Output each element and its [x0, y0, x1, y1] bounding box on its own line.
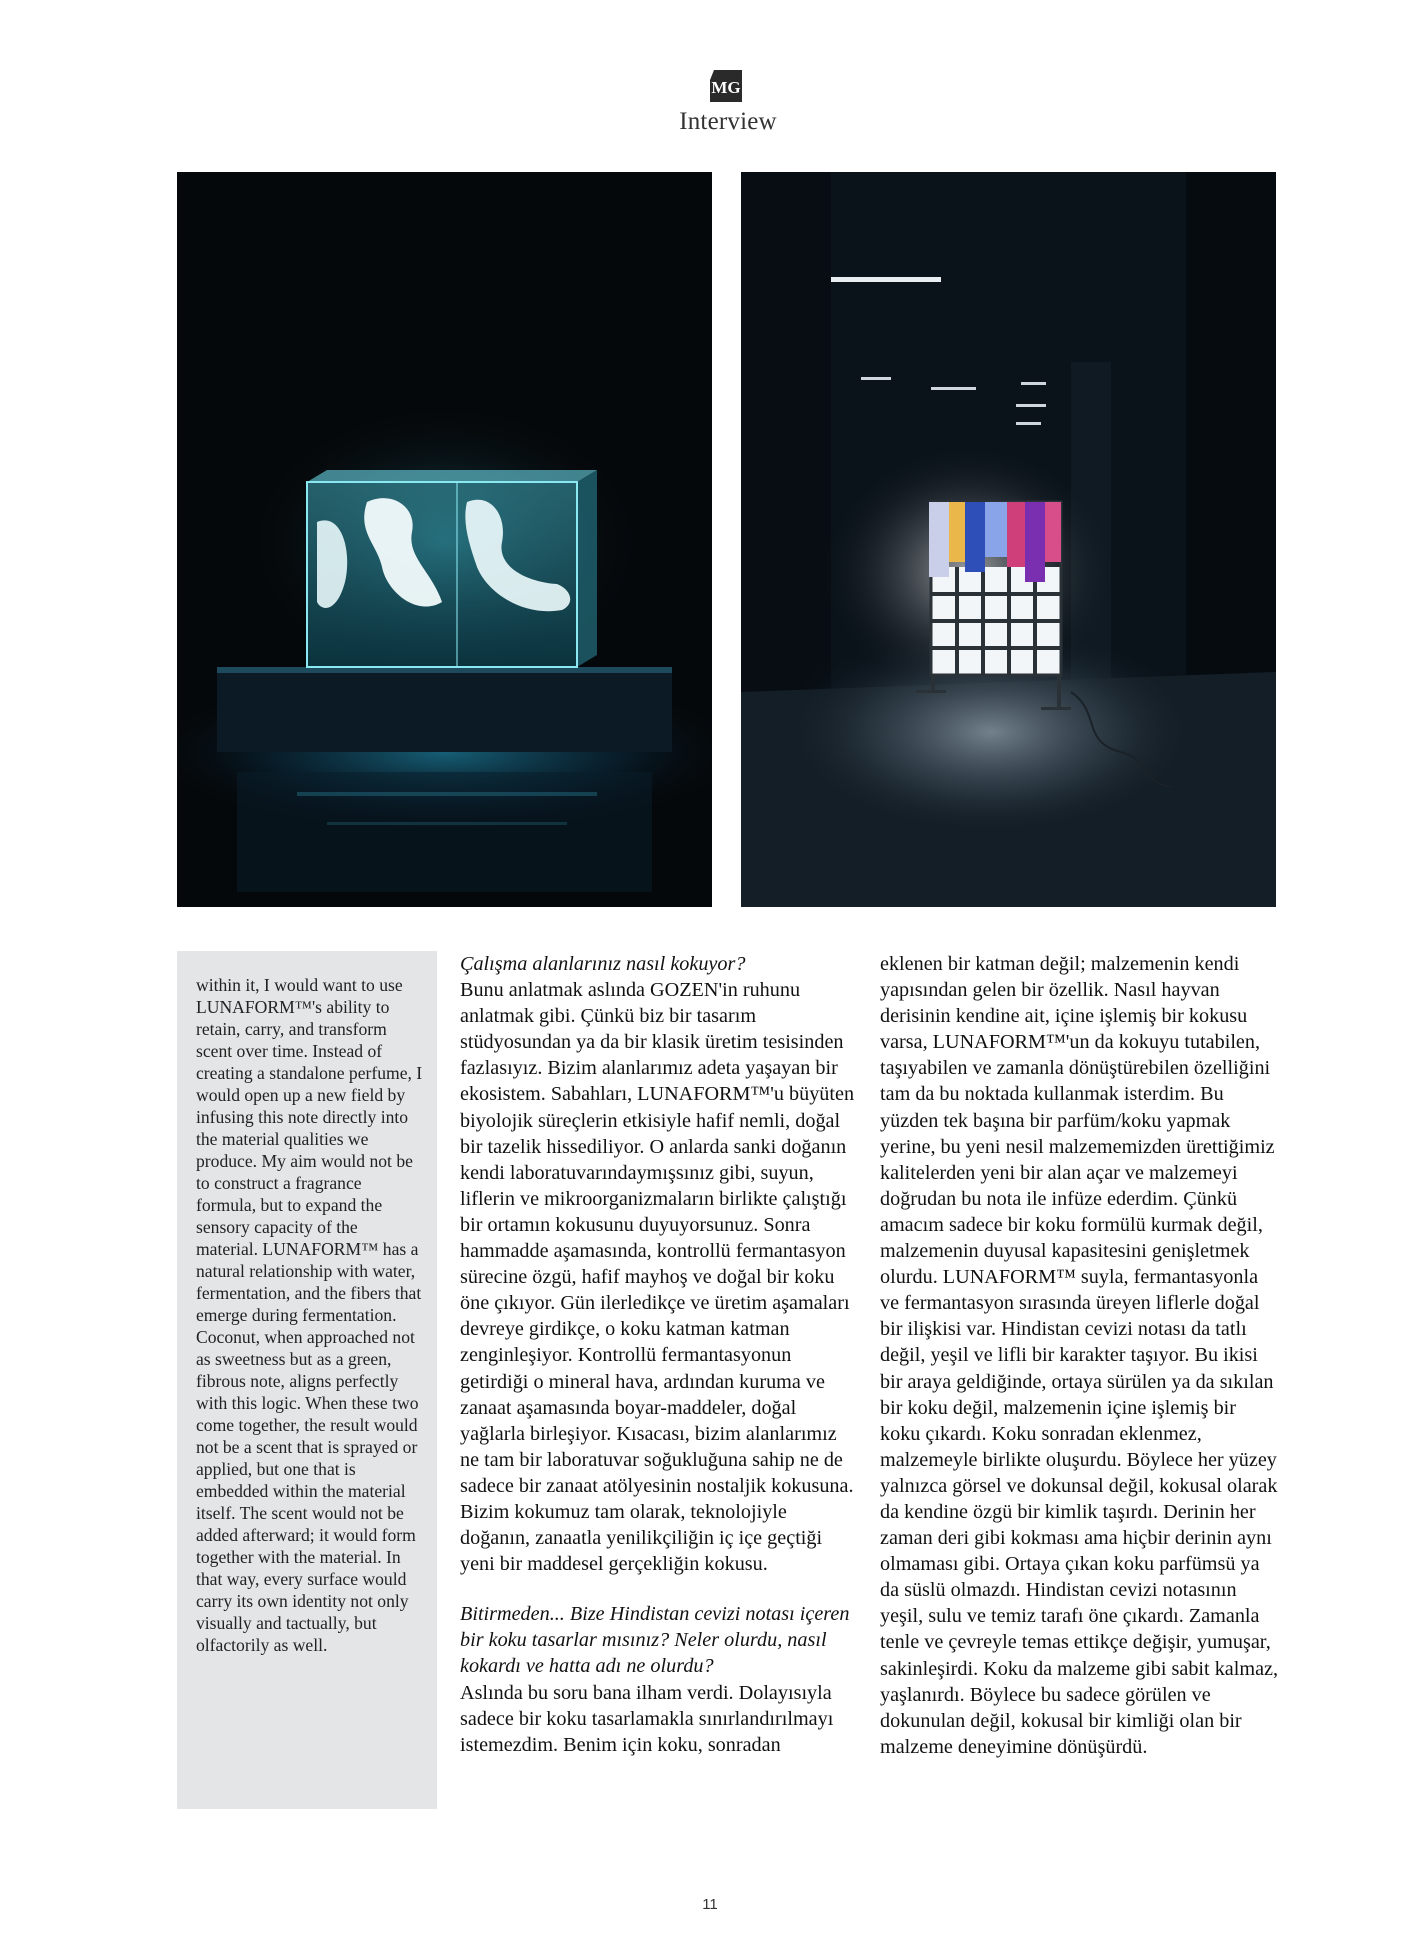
illuminated-fabric-installation-photo — [741, 172, 1276, 907]
article-column-middle — [460, 951, 858, 1758]
article-column-right — [880, 951, 1280, 1760]
section-label: Interview — [679, 108, 777, 135]
question-2: Bitirmeden... Bize Hindistan cevizi notası içeren bir koku tasarlar mısınız? Neler olurdu, nasıl kokardı ve hatta adı ne olurdu? — [460, 1603, 850, 1678]
answer-2: Aslında bu soru bana ilham verdi. Dolayısıyla sadece bir koku tasarlamakla sınırlandırılmayı istemezdim. Benim için koku, sonradan — [460, 1681, 834, 1756]
sidebar-text: within it, I would want to use LUNAFORM™'s ability to retain, carry, and transform scent over time. Instead of creating a standalone perfume, I would open up a new field by infusing this note directly into the material qualities we produce. My aim would not be to construct a fragrance formula, but to expand the sensory capacity of the material. LUNAFORM™ has a natural relationship with water, fermentation, and the fibers that emerge during fermentation. Coconut, when approached not as sweetness but as a green, fibrous note, aligns perfectly with this logic. When these two come together, the result would not be a scent that is sprayed or applied, but one that is embedded within the material itself. The scent would not be added afterward; it would form together with the material. In that way, every surface would carry its own identity not only visually and tactually, but olfactorily as well. — [196, 975, 423, 1655]
answer-2-continued: eklenen bir katman değil; malzemenin kendi yapısından gelen bir özellik. Nasıl hayvan derisinin kendine ait, içine işlemiş bir kokusu varsa, LUNAFORM™'un da kokuyu tutabilen, taşıyabilen ve zamanla dönüştürebilen özelliğini tam da bu noktada kullanmak isterdim. Bu yüzden tek başına bir parfüm/koku yapmak yerine, bu yeni nesil malzememizden ürettiğimiz kalitelerden yeni bir alan açar ve malzemeyi doğrudan bu nota ile infüze ederdim. Çünkü amacım sadece bir koku formülü kurmak değil, malzemenin duyusal kapasitesini genişletmek olurdu. LUNAFORM™ suyla, fermantasyonla ve fermantasyon sırasında üreyen liflerle doğal bir ilişkisi var. Hindistan cevizi notası da tatlı değil, yeşil ve lifli bir karakter taşıyor. Bu ikisi bir araya geldiğinde, ortaya sürülen ya da sıkılan bir koku değil, malzemenin içine işlemiş bir koku çıkardı. Koku sonradan eklenmez, malzemeyle birlikte oluşurdu. Böylece her yüzey yalnızca görsel ve dokunsal değil, kokusal olarak da kendine özgü bir kimlik taşırdı. Derinin her zaman deri gibi kokması ama hiçbir derinin aynı olmaması gibi. Ortaya çıkan koku parfümsü ya da süslü olmazdı. Hindistan cevizi notasının yeşil, sulu ve temiz tarafı öne çıkardı. Zamanla tenle ve çevreyle temas ettikçe değişir, yumuşar, sakinleşirdi. Koku da malzeme gibi sabit kalmaz, yaşlanırdı. Böylece bu sadece görülen ve dokunulan değil, kokusal bir kimliği olan bir malzeme deneyimine dönüşürdü. — [880, 953, 1279, 1758]
magazine-logo — [706, 66, 746, 106]
sidebar-translation-box — [177, 951, 437, 1809]
answer-1: Bunu anlatmak aslında GOZEN'in ruhunu anlatmak gibi. Çünkü biz bir tasarım stüdyosundan ya da bir klasik üretim tesisinden fazlasıyız. Bizim alanlarımız adeta yaşayan bir ekosistem. Sabahları, LUNAFORM™'u büyüten biyolojik süreçlerin etkisiyle hafif nemli, doğal bir tazelik hissediliyor. O anlarda sanki doğanın kendi laboratuvarındaymışsınız gibi, suyun, liflerin ve mikroorganizmaların birlikte çalıştığı bir ortamın kokusunu duyuyorsunuz. Sonra hammadde aşamasında, kontrollü fermantasyon sürecine özgü, hafif mayhoş ve doğal bir koku öne çıkıyor. Gün ilerledikçe ve üretim aşamaları devreye girdikçe, o koku katman katman zenginleşiyor. Kontrollü fermantasyonun getirdiği o mineral hava, ardından kuruma ve zanaat aşamasında boyar-maddeler, doğal yağlarla birleşiyor. Kısacası, bizim alanlarımız ne tam bir laboratuvar soğukluğuna sahip ne de sadece bir zanaat atölyesinin nostaljik kokusuna. Bizim kokumuz tam olarak, teknolojiyle doğanın, zanaatla yenilikçiliğin iç içe geçtiği yeni bir maddesel gerçekliğin kokusu. — [460, 979, 855, 1576]
page-number: 11 — [702, 1896, 718, 1913]
question-1: Çalışma alanlarınız nasıl kokuyor? — [460, 953, 746, 975]
logo-text: MG — [711, 78, 741, 97]
logo-icon — [706, 66, 746, 106]
aquarium-installation-photo — [177, 172, 712, 907]
